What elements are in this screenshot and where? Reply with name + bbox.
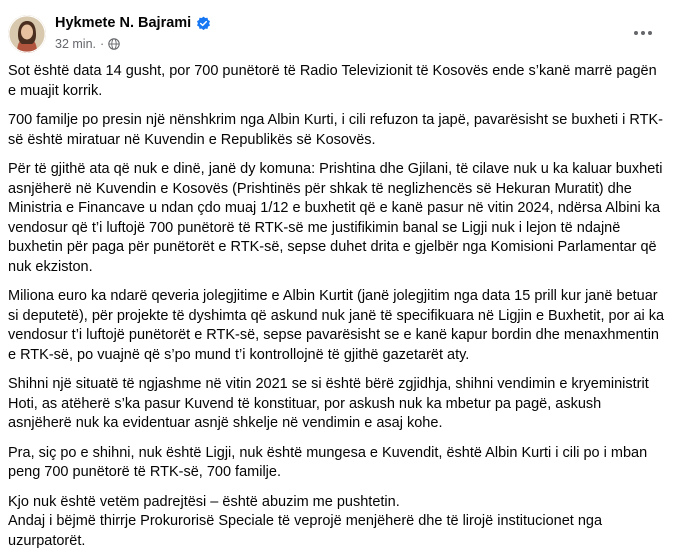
verified-badge-icon (196, 16, 211, 31)
post-paragraph: Për të gjithë ata që nuk e dinë, janë dy komuna: Prishtina dhe Gjilani, të cilave nuk u ka kaluar buxheti asnjëherë në Kuvendin e Kosovës (Prishtinës për shkak të neglizhencës së Hekuran Muratit) dhe Ministria e Financave u ndan çdo muaj 1/12 e buxhetit që e kanë pasur në vitin 2024, ndërsa Albini ka vendosur që t’i luftojë 700 punëtorë të RTK-së me justifikimin banal se Ligji nuk i lejon të ndajnë buxhetin për paga për punëtorët e RTK-së, sepse duhet drita e gjelbër nga Komisioni Parlamentar që nuk ekziston. (8, 161, 663, 275)
post-time[interactable]: 32 min. (55, 37, 96, 51)
more-options-button[interactable] (629, 18, 657, 46)
author-name[interactable]: Hykmete N. Bajrami (55, 15, 192, 31)
post-meta (55, 37, 120, 51)
post-paragraph: 700 familje po presin një nënshkrim nga Albin Kurti, i cili refuzon ta japë, pavarësisht se buxheti i RTK-së është miratuar në Kuvendin e Republikës së Kosovës. (8, 112, 663, 148)
more-options-icon (633, 23, 653, 41)
post-paragraph: Shihni një situatë të ngjashme në vitin 2021 se si është bërë zgjidhja, shihni vendimin e kryeministrit Hoti, as atëherë s’ka pasur Kuvend të konstituar, por askush nuk ka mbetur pa pagë, askush asnjëherë nuk ka evidentuar asnjë shkelje në vendimin e asaj kohe. (8, 376, 649, 431)
author-row (55, 15, 211, 31)
post-paragraph: Kjo nuk është vetëm padrejtësi – është abuzim me pushtetin. (8, 493, 400, 510)
post-paragraph: Pra, siç po e shihni, nuk është Ligji, nuk është mungesa e Kuvendit, është Albin Kurti i cili po i mban peng 700 punëtorë të RTK-së, 700 familje. (8, 444, 648, 480)
post-paragraph: Andaj i bëjmë thirrje Prokurorisë Speciale të veprojë menjëherë dhe të lirojë institucionet nga uzurpatorët. (8, 513, 603, 549)
post-body (8, 62, 668, 551)
avatar[interactable] (8, 15, 46, 53)
post-paragraph: Sot është data 14 gusht, por 700 punëtorë të Radio Televizionit të Kosovës ende s’kanë marrë pagën e muajit korrik. (8, 63, 657, 99)
meta-separator: · (100, 37, 105, 51)
globe-icon[interactable] (108, 38, 120, 50)
post-paragraph: Miliona euro ka ndarë qeveria jolegjitime e Albin Kurtit (janë jolegjitim nga data 15 prill kur janë betuar si deputetë), për projekte të dyshimta që askund nuk janë të specifikuara në Ligjin e Buxhetit, por ai ka vendosur t’i luftojë punëtorët e RTK-së, sepse pavarësisht se e kanë kapur bordin dhe menaxhmentin e RTK-së, po vuajnë që s’po mund t’i kontrollojnë të gjithë gazetarët aty. (8, 288, 665, 363)
post-header (0, 0, 675, 58)
